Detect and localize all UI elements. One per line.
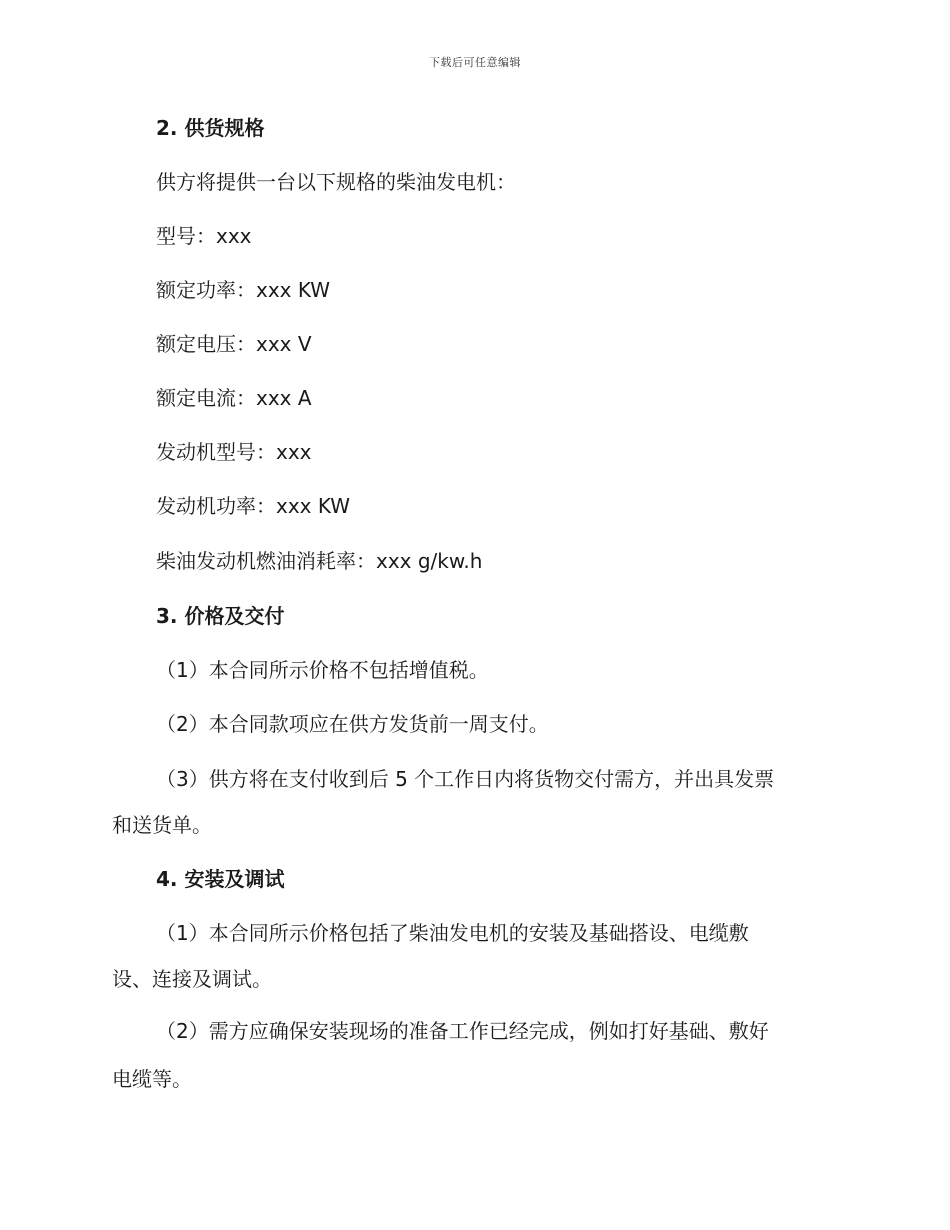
header-note: 下载后可任意编辑 [429, 56, 521, 69]
spec-rated-current: 额定电流：xxx A [156, 386, 312, 410]
section-4-item-1: （1）本合同所示价格包括了柴油发电机的安装及基础搭设、电缆敷 [156, 921, 749, 945]
section-3-heading: 3. 价格及交付 [156, 604, 285, 628]
section-3-item-3-continued: 和送货单。 [112, 813, 212, 837]
section-4-heading: 4. 安装及调试 [156, 867, 285, 891]
spec-model: 型号：xxx [156, 224, 252, 248]
section-4-item-1-continued: 设、连接及调试。 [112, 967, 272, 991]
spec-fuel-consumption: 柴油发动机燃油消耗率：xxx g/kw.h [156, 549, 483, 573]
section-2-intro: 供方将提供一台以下规格的柴油发电机： [156, 170, 516, 194]
spec-engine-power: 发动机功率：xxx KW [156, 494, 351, 518]
section-4-item-2: （2）需方应确保安装现场的准备工作已经完成，例如打好基础、敷好 [156, 1019, 769, 1043]
section-3-item-3: （3）供方将在支付收到后 5 个工作日内将货物交付需方，并出具发票 [156, 767, 775, 791]
section-3-item-2: （2）本合同款项应在供方发货前一周支付。 [156, 712, 549, 736]
spec-rated-power: 额定功率：xxx KW [156, 278, 331, 302]
section-4-item-2-continued: 电缆等。 [112, 1067, 192, 1091]
spec-engine-model: 发动机型号：xxx [156, 440, 312, 464]
section-2-heading: 2. 供货规格 [156, 116, 265, 140]
spec-rated-voltage: 额定电压：xxx V [156, 332, 312, 356]
section-3-item-1: （1）本合同所示价格不包括增值税。 [156, 658, 489, 682]
